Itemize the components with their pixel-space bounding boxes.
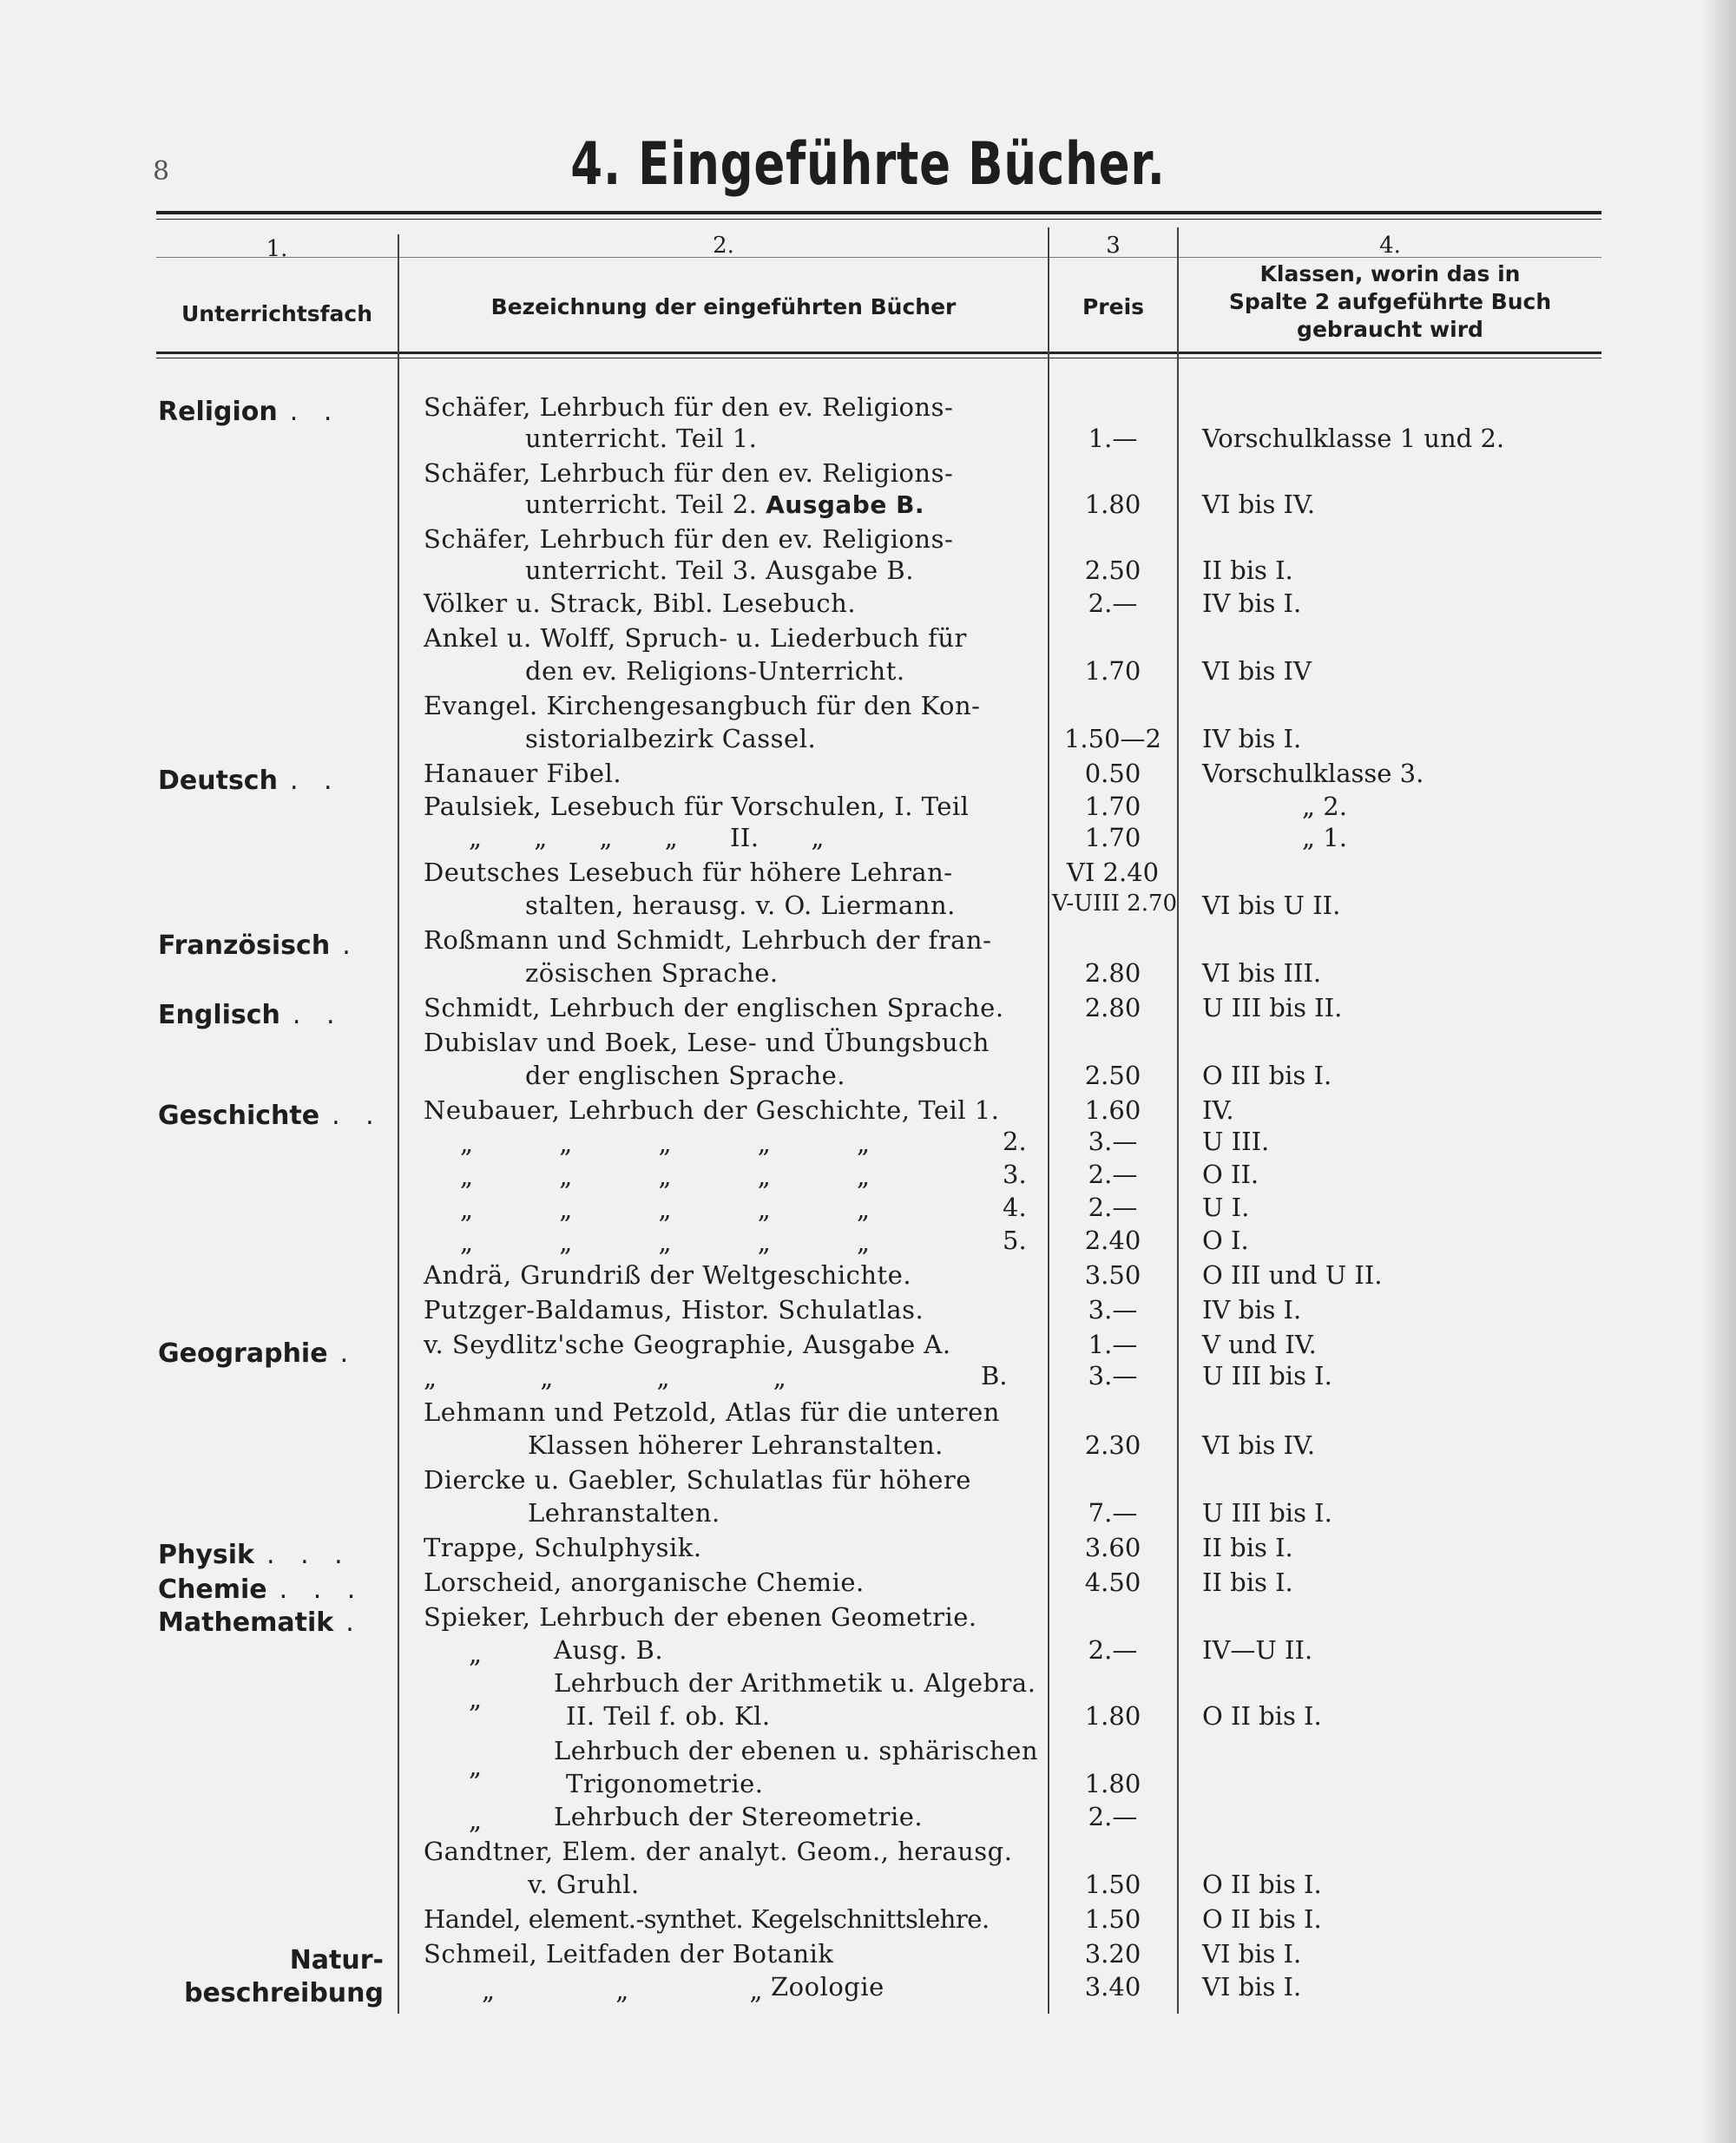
- book-line: Trappe, Schulphysik.: [424, 1533, 702, 1562]
- price: 3.60: [1084, 1533, 1141, 1562]
- book-line: Zoologie: [771, 1972, 884, 2002]
- book-line: unterricht. Teil 1.: [525, 424, 758, 453]
- book-line: Handel, element.-synthet. Kegelschnittslehre.: [424, 1904, 990, 1934]
- book-line: Lorscheid, anorganische Chemie.: [424, 1568, 865, 1597]
- header-bottom-rule: [156, 352, 1601, 354]
- book-line: Hanauer Fibel.: [424, 759, 622, 788]
- book-line: Neubauer, Lehrbuch der Geschichte, Teil 1.: [424, 1095, 1000, 1125]
- classes: „ 1.: [1302, 823, 1347, 852]
- price: 1.50—2: [1063, 724, 1162, 753]
- book-line: Völker u. Strack, Bibl. Lesebuch.: [424, 588, 857, 618]
- subject-natur-line: Natur-: [289, 1945, 384, 1975]
- subject-chemie: Chemie . . .: [158, 1574, 365, 1605]
- book-line: Gandtner, Elem. der analyt. Geom., herausg.: [424, 1837, 1013, 1866]
- price: 2.40: [1084, 1226, 1141, 1255]
- price: 2.—: [1088, 1635, 1138, 1665]
- book-line: „ „ „ „ II. „: [469, 823, 825, 852]
- book-line: sistorialbezirk Cassel.: [525, 724, 817, 753]
- book-line: der englischen Sprache.: [525, 1061, 846, 1090]
- volume-number: 2.: [1003, 1127, 1027, 1156]
- column-header-classes-line: Klassen, worin das in: [1259, 261, 1521, 286]
- column-header-price: Preis: [1082, 294, 1145, 319]
- price: V-UIII 2.70: [1052, 891, 1178, 917]
- column-divider-3: [1177, 227, 1179, 2014]
- leader-dots: . .: [292, 1000, 344, 1030]
- price: 2.50: [1084, 1061, 1141, 1090]
- top-rule-thin: [156, 219, 1601, 220]
- price: 2.80: [1084, 958, 1141, 988]
- classes: IV bis I.: [1202, 724, 1302, 753]
- classes: V und IV.: [1202, 1330, 1317, 1359]
- subject-religion: Religion . .: [158, 397, 341, 427]
- classes: U III bis I.: [1202, 1498, 1332, 1528]
- classes: U III bis I.: [1202, 1361, 1332, 1390]
- book-line: v. Seydlitz'sche Geographie, Ausgabe A.: [424, 1330, 951, 1359]
- price: 4.50: [1084, 1568, 1141, 1597]
- book-line: Trigonometrie.: [566, 1769, 764, 1798]
- column-divider-2: [1048, 227, 1049, 2014]
- classes: U III.: [1202, 1127, 1270, 1156]
- column-number-3: 3: [1106, 233, 1121, 259]
- column-header-classes-line: gebraucht wird: [1297, 317, 1483, 342]
- ditto-marks: „ „ „ „ „: [460, 1227, 870, 1257]
- price: 1.—: [1088, 1330, 1138, 1359]
- ditto-mark: „: [469, 1639, 483, 1668]
- price: 3.—: [1088, 1127, 1138, 1156]
- book-line: II. Teil f. ob. Kl.: [566, 1701, 771, 1731]
- price: 1.70: [1084, 823, 1141, 852]
- book-line: Lehrbuch der Stereometrie.: [554, 1802, 924, 1831]
- book-line: Paulsiek, Lesebuch für Vorschulen, I. Teil: [424, 792, 970, 821]
- subject-mathematik: Mathematik .: [158, 1607, 363, 1638]
- leader-dots: .: [345, 1607, 363, 1638]
- book-line: Andrä, Grundriß der Weltgeschichte.: [424, 1260, 912, 1290]
- classes: VI bis I.: [1202, 1972, 1302, 2002]
- ditto-marks: „ „ „: [482, 1975, 763, 2005]
- ditto-marks: „ „ „ „ „: [460, 1161, 870, 1191]
- classes: U III bis II.: [1202, 993, 1343, 1022]
- subject-geographie: Geographie .: [158, 1338, 358, 1369]
- leader-dots: . . .: [279, 1574, 365, 1605]
- leader-dots: . .: [289, 766, 341, 796]
- leader-dots: .: [342, 930, 359, 961]
- price: 1.80: [1084, 490, 1141, 519]
- page-edge-shadow: [1701, 0, 1736, 2143]
- price: 1.80: [1084, 1769, 1141, 1798]
- price: 2.—: [1088, 1802, 1138, 1831]
- leader-dots: . .: [332, 1101, 383, 1131]
- column-divider-1: [398, 234, 399, 2014]
- classes: VI bis IV: [1202, 656, 1312, 686]
- classes: II bis I.: [1202, 1533, 1293, 1562]
- price: 2.—: [1088, 1160, 1138, 1189]
- book-line: Evangel. Kirchengesangbuch für den Kon-: [424, 691, 981, 720]
- classes: IV—U II.: [1202, 1635, 1313, 1665]
- ditto-mark: „: [469, 1805, 483, 1835]
- top-rule: [156, 211, 1601, 214]
- column-header-books: Bezeichnung der eingeführten Bücher: [490, 294, 957, 319]
- ditto-mark: „: [469, 1684, 483, 1713]
- subject-deutsch: Deutsch . .: [158, 766, 341, 796]
- classes: VI bis I.: [1202, 1939, 1302, 1969]
- bold-edition: Ausgabe B.: [766, 490, 925, 519]
- book-line: Schäfer, Lehrbuch für den ev. Religions-: [424, 458, 954, 488]
- price: 3.50: [1084, 1260, 1141, 1290]
- classes: VI bis IV.: [1202, 1430, 1316, 1460]
- price: 3.—: [1088, 1295, 1138, 1325]
- page-title: 4. Eingeführte Bücher.: [570, 130, 1166, 199]
- book-line: Lehrbuch der Arithmetik u. Algebra.: [554, 1668, 1036, 1698]
- book-line: Lehrbuch der ebenen u. sphärischen: [554, 1736, 1039, 1765]
- price: 2.80: [1084, 993, 1141, 1022]
- column-header-classes-line: Spalte 2 aufgeführte Buch: [1228, 289, 1552, 314]
- subject-physik: Physik . . .: [158, 1540, 352, 1570]
- book-line: Deutsches Lesebuch für höhere Lehran-: [424, 858, 953, 887]
- volume-number: 4.: [1003, 1193, 1027, 1222]
- book-line: Schmeil, Leitfaden der Botanik: [424, 1939, 834, 1969]
- subject-franzoesisch: Französisch .: [158, 930, 359, 961]
- classes: O III bis I.: [1202, 1061, 1332, 1090]
- book-line: Ausg. B.: [554, 1635, 664, 1665]
- classes: II bis I.: [1202, 1568, 1293, 1597]
- classes: IV bis I.: [1202, 588, 1302, 618]
- classes: „ 2.: [1302, 792, 1347, 821]
- ditto-marks: „ „ „ „ „: [460, 1194, 870, 1224]
- book-line: Roßmann und Schmidt, Lehrbuch der fran-: [424, 925, 992, 955]
- classes: O II bis I.: [1202, 1904, 1322, 1934]
- price: 1.70: [1084, 656, 1141, 686]
- price: 0.50: [1084, 759, 1141, 788]
- book-line: unterricht. Teil 3. Ausgabe B.: [525, 555, 914, 585]
- price: 7.—: [1088, 1498, 1138, 1528]
- ditto-mark: „: [469, 1752, 483, 1781]
- book-line: Dubislav und Boek, Lese- und Übungsbuch: [424, 1028, 990, 1057]
- classes: II bis I.: [1202, 555, 1293, 585]
- book-line: Lehranstalten.: [528, 1498, 720, 1528]
- column-number-2: 2.: [713, 233, 734, 259]
- price: 1.60: [1084, 1095, 1141, 1125]
- leader-dots: .: [339, 1338, 358, 1369]
- classes: O II.: [1202, 1160, 1259, 1189]
- column-header-subject: Unterrichtsfach: [181, 301, 373, 326]
- page-number: 8: [153, 156, 170, 187]
- book-line: stalten, herausg. v. O. Liermann.: [525, 891, 956, 920]
- classes: VI bis III.: [1202, 958, 1322, 988]
- classes: IV.: [1202, 1095, 1234, 1125]
- book-line: Ankel u. Wolff, Spruch- u. Liederbuch für: [424, 623, 967, 653]
- book-line: Spieker, Lehrbuch der ebenen Geometrie.: [424, 1602, 977, 1632]
- price: 1.50: [1084, 1904, 1141, 1934]
- book-line: Lehmann und Petzold, Atlas für die unteren: [424, 1397, 1000, 1427]
- price: 1.70: [1084, 792, 1141, 821]
- book-line: Diercke u. Gaebler, Schulatlas für höhere: [424, 1465, 971, 1495]
- classes: O III und U II.: [1202, 1260, 1383, 1290]
- edition-letter: B.: [981, 1361, 1008, 1390]
- book-line: Schäfer, Lehrbuch für den ev. Religions-: [424, 392, 954, 422]
- book-line: Klassen höherer Lehranstalten.: [528, 1430, 944, 1460]
- price: 2.—: [1088, 1193, 1138, 1222]
- price: 1.80: [1084, 1701, 1141, 1731]
- book-line: Putzger-Baldamus, Histor. Schulatlas.: [424, 1295, 924, 1325]
- leader-dots: . .: [289, 397, 341, 427]
- classes: Vorschulklasse 1 und 2.: [1202, 424, 1505, 453]
- classes: U I.: [1202, 1193, 1250, 1222]
- book-line: den ev. Religions-Unterricht.: [525, 656, 905, 686]
- book-line: v. Gruhl.: [528, 1870, 640, 1899]
- book-line: Schäfer, Lehrbuch für den ev. Religions-: [424, 524, 954, 554]
- classes: O I.: [1202, 1226, 1249, 1255]
- book-line: zösischen Sprache.: [525, 958, 779, 988]
- classes: IV bis I.: [1202, 1295, 1302, 1325]
- classes: Vorschulklasse 3.: [1202, 759, 1424, 788]
- price: 2.50: [1084, 555, 1141, 585]
- ditto-marks: „ „ „ „: [424, 1363, 786, 1392]
- price: 2.30: [1084, 1430, 1141, 1460]
- column-number-4: 4.: [1379, 233, 1401, 259]
- price: 3.—: [1088, 1361, 1138, 1390]
- book-line: unterricht. Teil 2. Ausgabe B.: [525, 490, 925, 519]
- subject-geschichte: Geschichte . .: [158, 1101, 383, 1131]
- leader-dots: . . .: [266, 1540, 352, 1570]
- column-number-1: 1.: [266, 236, 288, 262]
- price: 1.—: [1088, 424, 1138, 453]
- volume-number: 5.: [1003, 1226, 1027, 1255]
- price: VI 2.40: [1066, 858, 1160, 887]
- classes: VI bis U II.: [1202, 891, 1341, 920]
- subject-englisch: Englisch . .: [158, 1000, 344, 1030]
- price: 3.20: [1084, 1939, 1141, 1969]
- price: 2.—: [1088, 588, 1138, 618]
- subject-naturbeschreibung: [158, 1944, 384, 2010]
- ditto-marks: „ „ „ „ „: [460, 1128, 870, 1158]
- price: 1.50: [1084, 1870, 1141, 1899]
- classes: O II bis I.: [1202, 1870, 1322, 1899]
- price: 3.40: [1084, 1972, 1141, 2002]
- column-header-classes: [1179, 260, 1601, 344]
- book-line: Schmidt, Lehrbuch der englischen Sprache.: [424, 993, 1004, 1022]
- subject-natur-line: beschreibung: [184, 1978, 384, 2008]
- volume-number: 3.: [1003, 1160, 1027, 1189]
- classes: O II bis I.: [1202, 1701, 1322, 1731]
- classes: VI bis IV.: [1202, 490, 1316, 519]
